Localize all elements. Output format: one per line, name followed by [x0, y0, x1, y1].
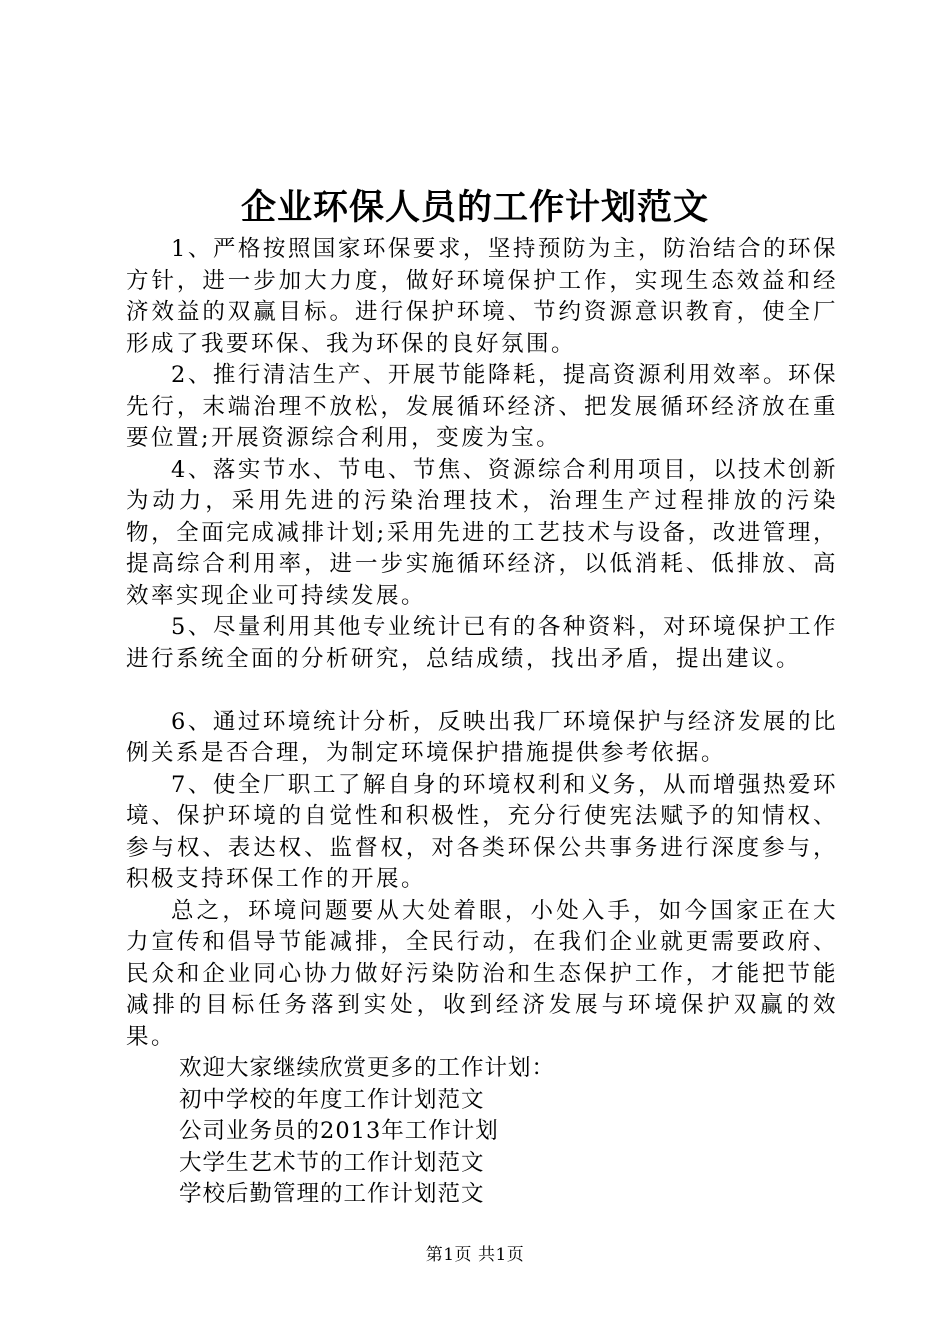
paragraph-4: 4、落实节水、节电、节焦、资源综合利用项目，以技术创新为动力，采用先进的污染治理技术，治理生产过程排放的污染物，全面完成减排计划;采用先进的工艺技术与设备，改进管理，提高综合利用率，进一步实施循环经济，以低消耗、低排放、高效率实现企业可持续发展。: [126, 456, 838, 609]
document-body: [126, 234, 838, 1211]
paragraph-6: 6、通过环境统计分析，反映出我厂环境保护与经济发展的比例关系是否合理，为制定环境保护措施提供参考依据。: [126, 708, 838, 766]
paragraph-5: 5、尽量利用其他专业统计已有的各种资料，对环境保护工作进行系统全面的分析研究，总结成绩，找出矛盾，提出建议。: [126, 614, 838, 672]
page-footer: 第1页 共1页: [425, 1245, 525, 1265]
related-link-2[interactable]: 公司业务员的2013年工作计划: [179, 1118, 499, 1144]
document-title: 企业环保人员的工作计划范文: [240, 187, 709, 228]
blank-line: [126, 675, 838, 707]
related-link-1[interactable]: 初中学校的年度工作计划范文: [179, 1086, 485, 1113]
paragraph-summary: 总之，环境问题要从大处着眼，小处入手，如今国家正在大力宣传和倡导节能减排，全民行动，在我们企业就更需要政府、民众和企业同心协力做好污染防治和生态保护工作，才能把节能减排的目标任务落到实处，收到经济发展与环境保护双赢的效果。: [126, 897, 838, 1050]
related-link-4[interactable]: 学校后勤管理的工作计划范文: [179, 1181, 485, 1207]
paragraph-7: 7、使全厂职工了解自身的环境权利和义务，从而增强热爱环境、保护环境的自觉性和积极性，充分行使宪法赋予的知情权、参与权、表达权、监督权，对各类环保公共事务进行深度参与，积极支持环保工作的开展。: [126, 771, 838, 892]
more-intro-text: 欢迎大家继续欣赏更多的工作计划：: [179, 1055, 556, 1081]
paragraph-1: 1、严格按照国家环保要求，坚持预防为主，防治结合的环保方针，进一步加大力度，做好环境保护工作，实现生态效益和经济效益的双赢目标。进行保护环境、节约资源意识教育，使全厂形成了我要环保、我为环保的良好氛围。: [126, 236, 838, 357]
related-link-3[interactable]: 大学生艺术节的工作计划范文: [179, 1149, 485, 1176]
paragraph-2: 2、推行清洁生产、开展节能降耗，提高资源利用效率。环保先行，末端治理不放松，发展循环经济、把发展循环经济放在重要位置;开展资源综合利用，变废为宝。: [126, 362, 838, 451]
